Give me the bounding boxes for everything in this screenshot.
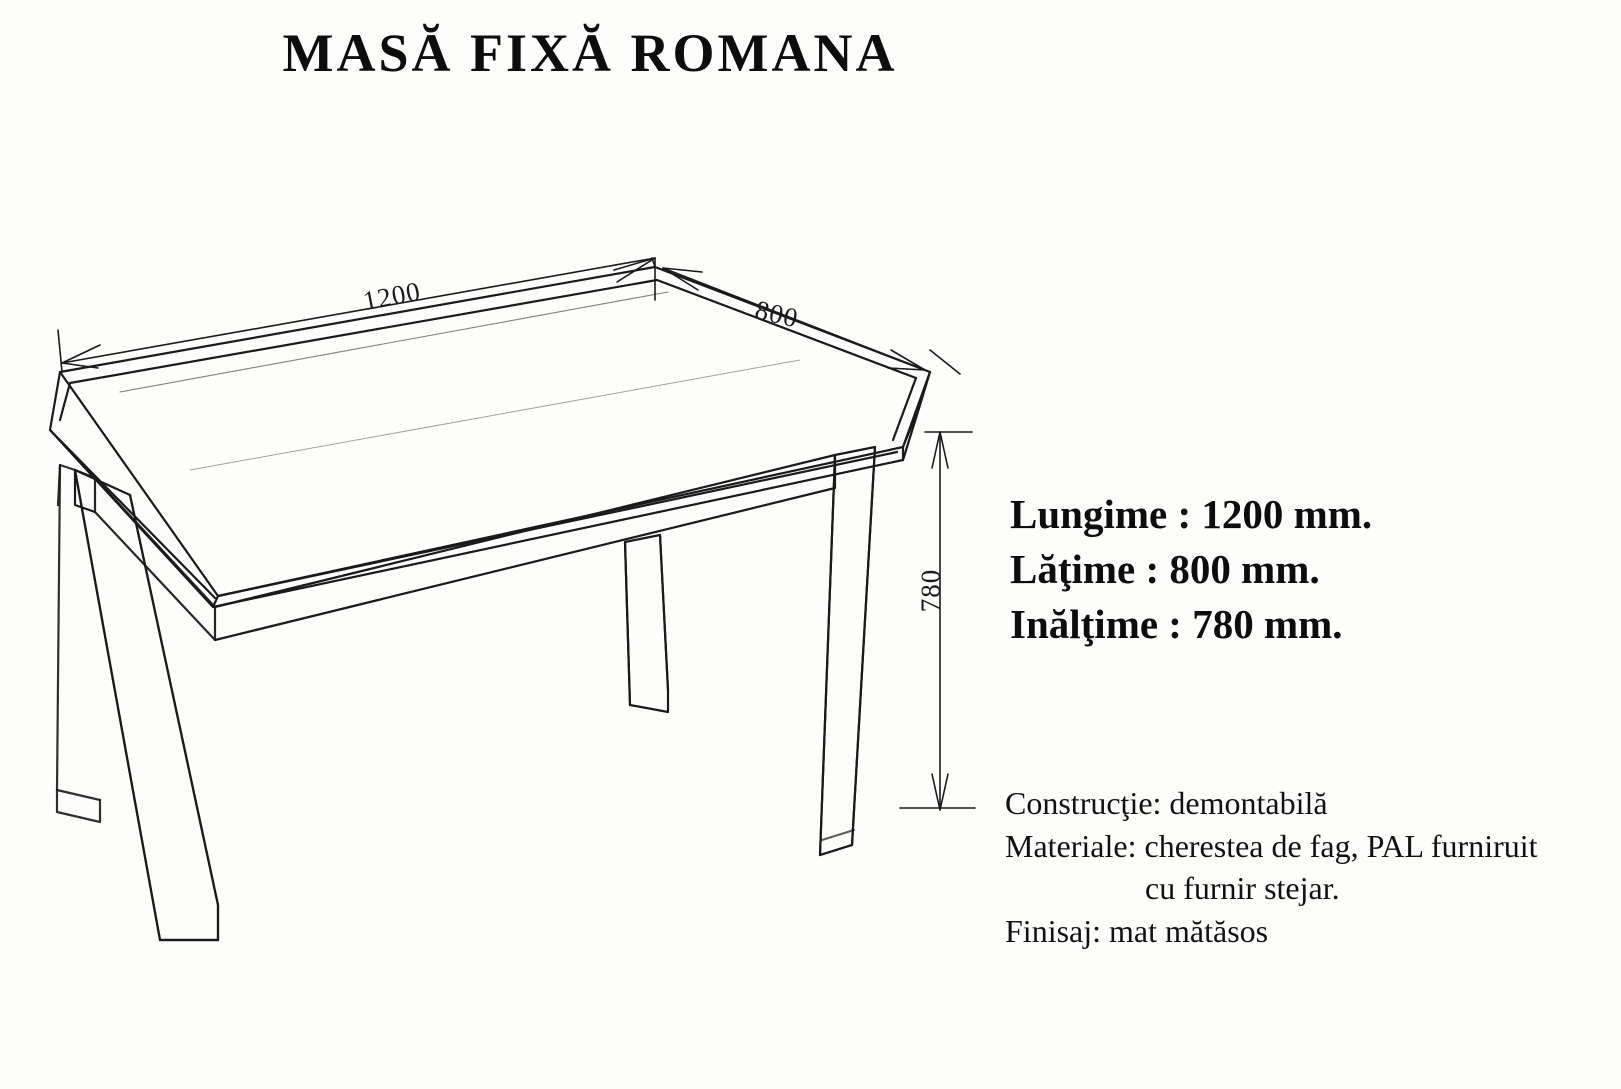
- page-title: MASĂ FIXĂ ROMANA: [282, 23, 898, 83]
- note-construction: Construcţie: demontabilă: [1005, 785, 1328, 821]
- note-materials-continued: cu furnir stejar.: [1145, 870, 1340, 907]
- spec-length: Lungime : 1200 mm.: [1010, 491, 1373, 537]
- spec-height: Inălţime : 780 mm.: [1010, 600, 1343, 647]
- note-finish: Finisaj: mat mătăsos: [1005, 912, 1269, 949]
- dimension-label-length: 1200: [360, 275, 424, 317]
- specifications: [1010, 487, 1610, 652]
- notes: [1005, 782, 1621, 952]
- note-materials: Materiale: cherestea de fag, PAL furniruit: [1005, 827, 1538, 864]
- dimension-label-height: 780: [915, 568, 946, 613]
- spec-width: Lăţime : 800 mm.: [1010, 545, 1320, 592]
- dimension-label-width: 800: [752, 294, 802, 334]
